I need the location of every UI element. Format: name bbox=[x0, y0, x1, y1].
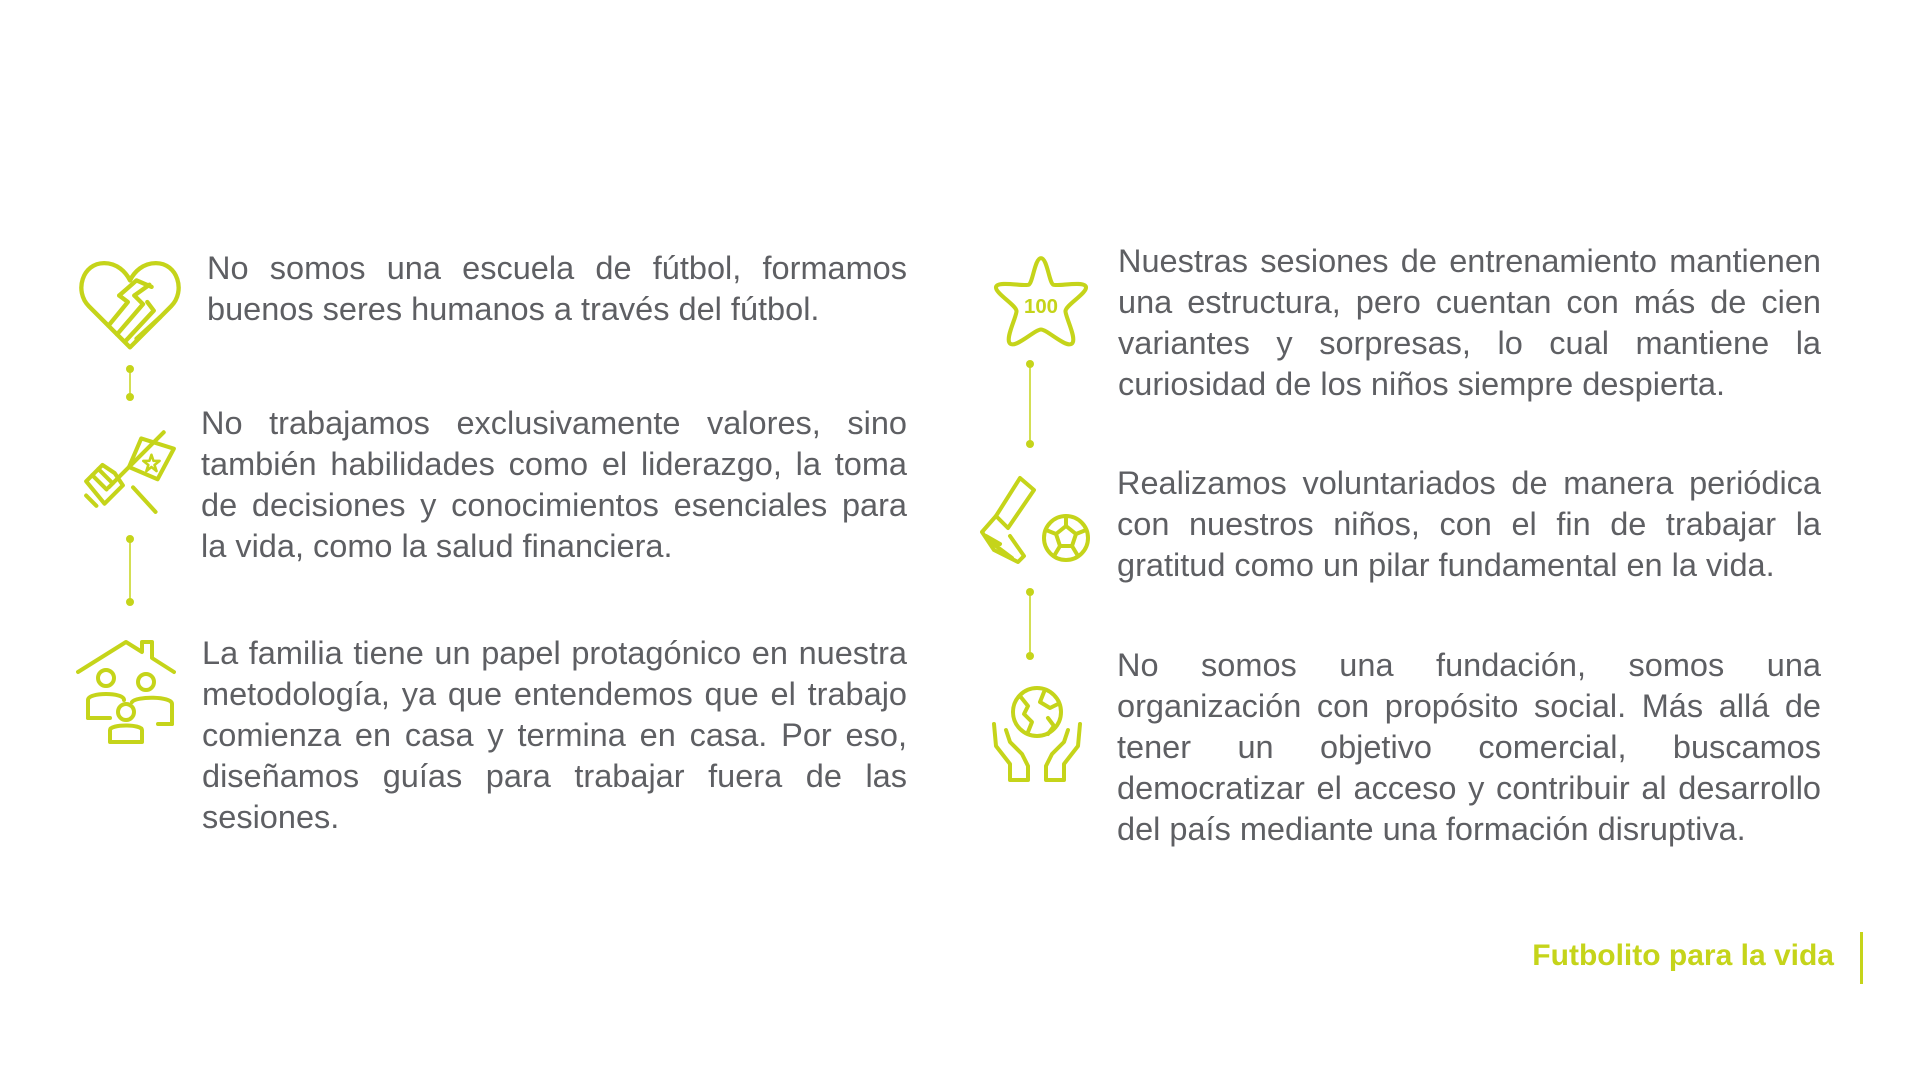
value-text-2: No trabajamos exclusivamente valores, sino también habilidades como el liderazgo, la toma de decisiones y conocimientos esenciales para la vida, como la salud financiera. bbox=[201, 405, 907, 564]
family-house-icon bbox=[76, 638, 176, 744]
hand-flag-icon bbox=[78, 416, 180, 518]
footer-divider bbox=[1860, 932, 1863, 984]
value-text-5: Realizamos voluntariados de manera periódica con nuestros niños, con el fin de trabajar la gratitud como un pilar fundamental en la vida. bbox=[1117, 465, 1821, 583]
timeline-connector bbox=[1024, 586, 1036, 662]
heart-hands-icon bbox=[76, 248, 184, 356]
soccer-kick-icon bbox=[980, 474, 1092, 568]
badge-100-label: 100 bbox=[1023, 296, 1059, 319]
value-text-6: No somos una fundación, somos una organización con propósito social. Más allá de tener un objetivo comercial, buscamos democratizar el acceso y contribuir al desarrollo del país mediante una formación disruptiva. bbox=[1117, 647, 1821, 847]
globe-hands-icon bbox=[988, 684, 1086, 784]
timeline-connector bbox=[124, 363, 136, 403]
value-text-3: La familia tiene un papel protagónico en nuestra metodología, ya que entendemos que el trabajo comienza en casa y termina en casa. Por eso, diseñamos guías para trabajar fuera de las sesiones. bbox=[202, 635, 907, 835]
timeline-connector bbox=[124, 533, 136, 608]
star-100-icon bbox=[990, 254, 1092, 352]
footer-brand-title: Futbolito para la vida bbox=[1532, 939, 1834, 972]
timeline-connector bbox=[1024, 358, 1036, 450]
value-text-1: No somos una escuela de fútbol, formamos buenos seres humanos a través del fútbol. bbox=[207, 250, 907, 327]
value-text-4: Nuestras sesiones de entrenamiento mantienen una estructura, pero cuentan con más de cien variantes y sorpresas, lo cual mantiene la curiosidad de los niños siempre despierta. bbox=[1118, 243, 1821, 402]
